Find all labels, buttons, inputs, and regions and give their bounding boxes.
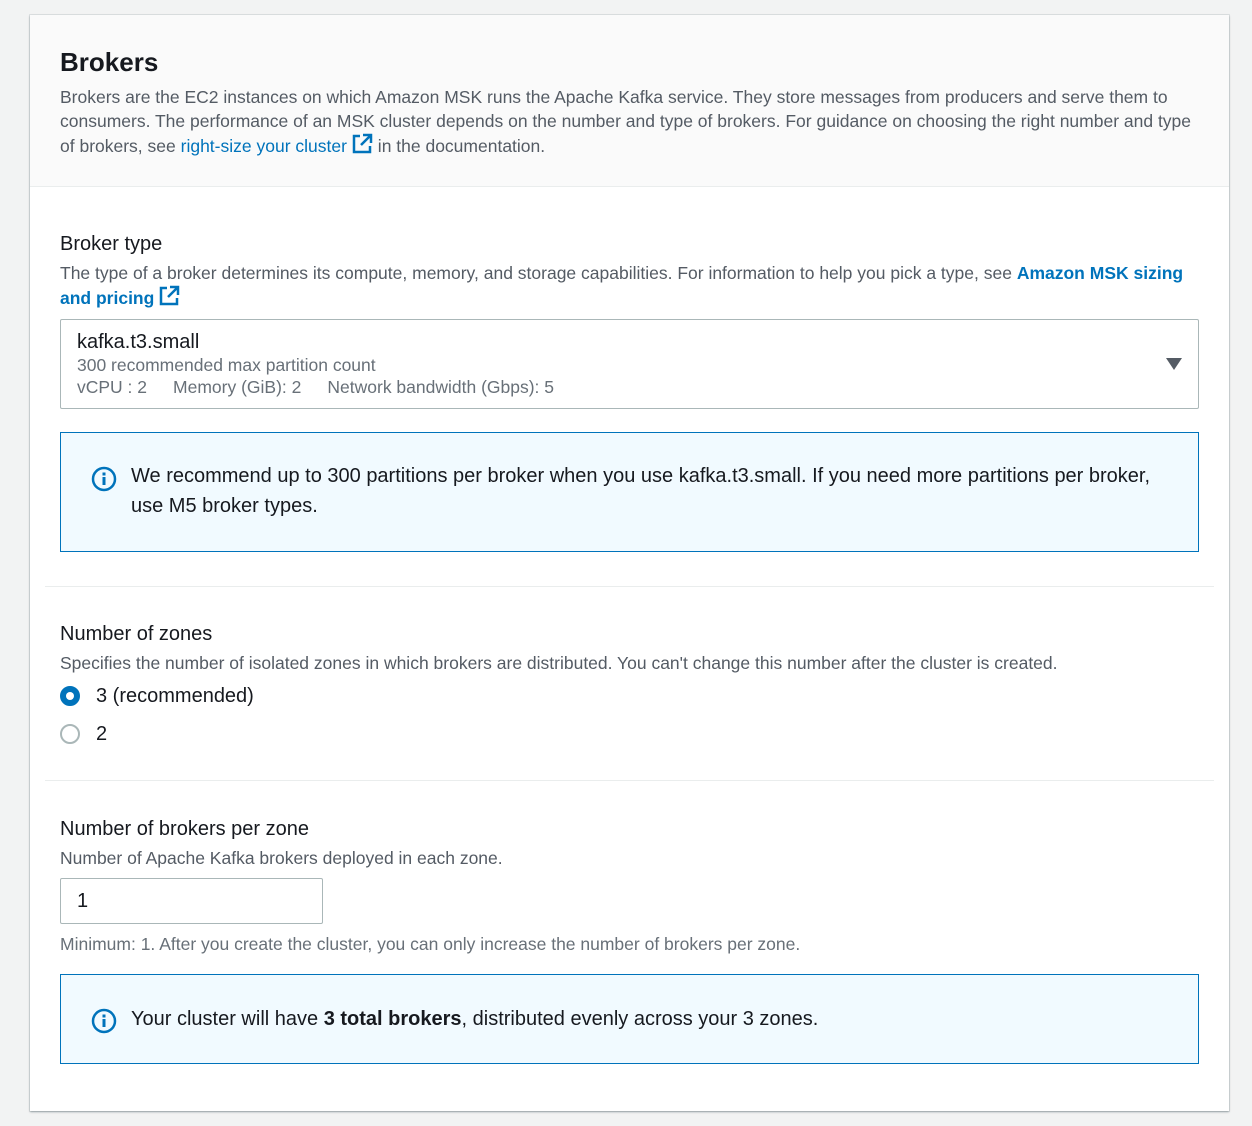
brokers-per-zone-input[interactable] <box>60 878 323 924</box>
divider <box>45 586 1214 587</box>
zone-option-2[interactable] <box>60 715 1199 753</box>
total-brokers-text: Your cluster will have <box>131 1008 324 1030</box>
total-brokers-text-suffix: , distributed evenly across your 3 zones. <box>461 1008 819 1030</box>
broker-type-description <box>60 261 1199 310</box>
broker-type-selected-tags <box>77 376 1182 398</box>
divider <box>45 780 1214 781</box>
vcpu-tag: vCPU : 2 <box>77 377 148 397</box>
zones-section <box>60 621 1199 753</box>
broker-type-description-text: The type of a broker determines its compute, memory, and storage capabilities. For information to help you pick a type, see <box>60 263 1017 283</box>
info-icon <box>91 1008 117 1034</box>
right-size-cluster-link[interactable] <box>181 136 373 156</box>
partition-info-alert <box>60 432 1199 552</box>
brokers-per-zone-description: Number of Apache Kafka brokers deployed in each zone. <box>60 848 503 868</box>
info-icon <box>91 466 117 492</box>
brokers-per-zone-hint: Minimum: 1. After you create the cluster, you can only increase the number of brokers per zone. <box>60 934 801 954</box>
total-brokers-count: 3 total brokers <box>323 1008 462 1030</box>
bandwidth-tag: Network bandwidth (Gbps): 5 <box>327 377 555 397</box>
header-description <box>60 85 1199 158</box>
radio-unchecked[interactable] <box>60 724 80 744</box>
broker-type-selected-subtitle: 300 recommended max partition count <box>77 355 376 375</box>
memory-tag: Memory (GiB): 2 <box>173 377 302 397</box>
page-title: Brokers <box>60 47 159 77</box>
zone-option-3-label: 3 (recommended) <box>96 684 254 707</box>
brokers-panel <box>30 15 1229 1111</box>
sizing-pricing-link-label: Amazon MSK sizing and pricing <box>60 263 1184 308</box>
radio-checked[interactable] <box>60 686 80 706</box>
external-link-icon <box>351 133 373 155</box>
zone-option-3[interactable] <box>60 677 1199 715</box>
caret-down-icon <box>1166 358 1182 370</box>
header-description-text: Brokers are the EC2 instances on which Amazon MSK runs the Apache Kafka service. They store messages from producers and serve them to consumers. The performance of an MSK cluster depends on the number and type of brokers. For guidance on choosing the right number and type of brokers, see <box>60 87 1192 156</box>
right-size-cluster-link-label: right-size your cluster <box>180 136 347 156</box>
header-description-suffix: in the documentation. <box>372 136 546 156</box>
broker-type-section <box>60 231 1199 517</box>
zones-description: Specifies the number of isolated zones in which brokers are distributed. You can't change this number after the cluster is created. <box>60 653 1058 673</box>
panel-header <box>30 15 1229 187</box>
broker-type-label: Broker type <box>60 233 163 255</box>
zone-option-2-label: 2 <box>96 722 108 745</box>
broker-type-selected-name: kafka.t3.small <box>77 331 200 353</box>
zones-label: Number of zones <box>60 623 213 645</box>
broker-type-select[interactable] <box>60 319 1199 409</box>
total-brokers-alert <box>60 974 1199 1064</box>
brokers-per-zone-label: Number of brokers per zone <box>60 818 310 840</box>
partition-info-text: We recommend up to 300 partitions per broker when you use kafka.t3.small. If you need more partitions per broker, use M5 broker types. <box>131 465 1151 517</box>
brokers-per-zone-section <box>60 816 1199 1030</box>
external-link-icon <box>158 285 180 307</box>
